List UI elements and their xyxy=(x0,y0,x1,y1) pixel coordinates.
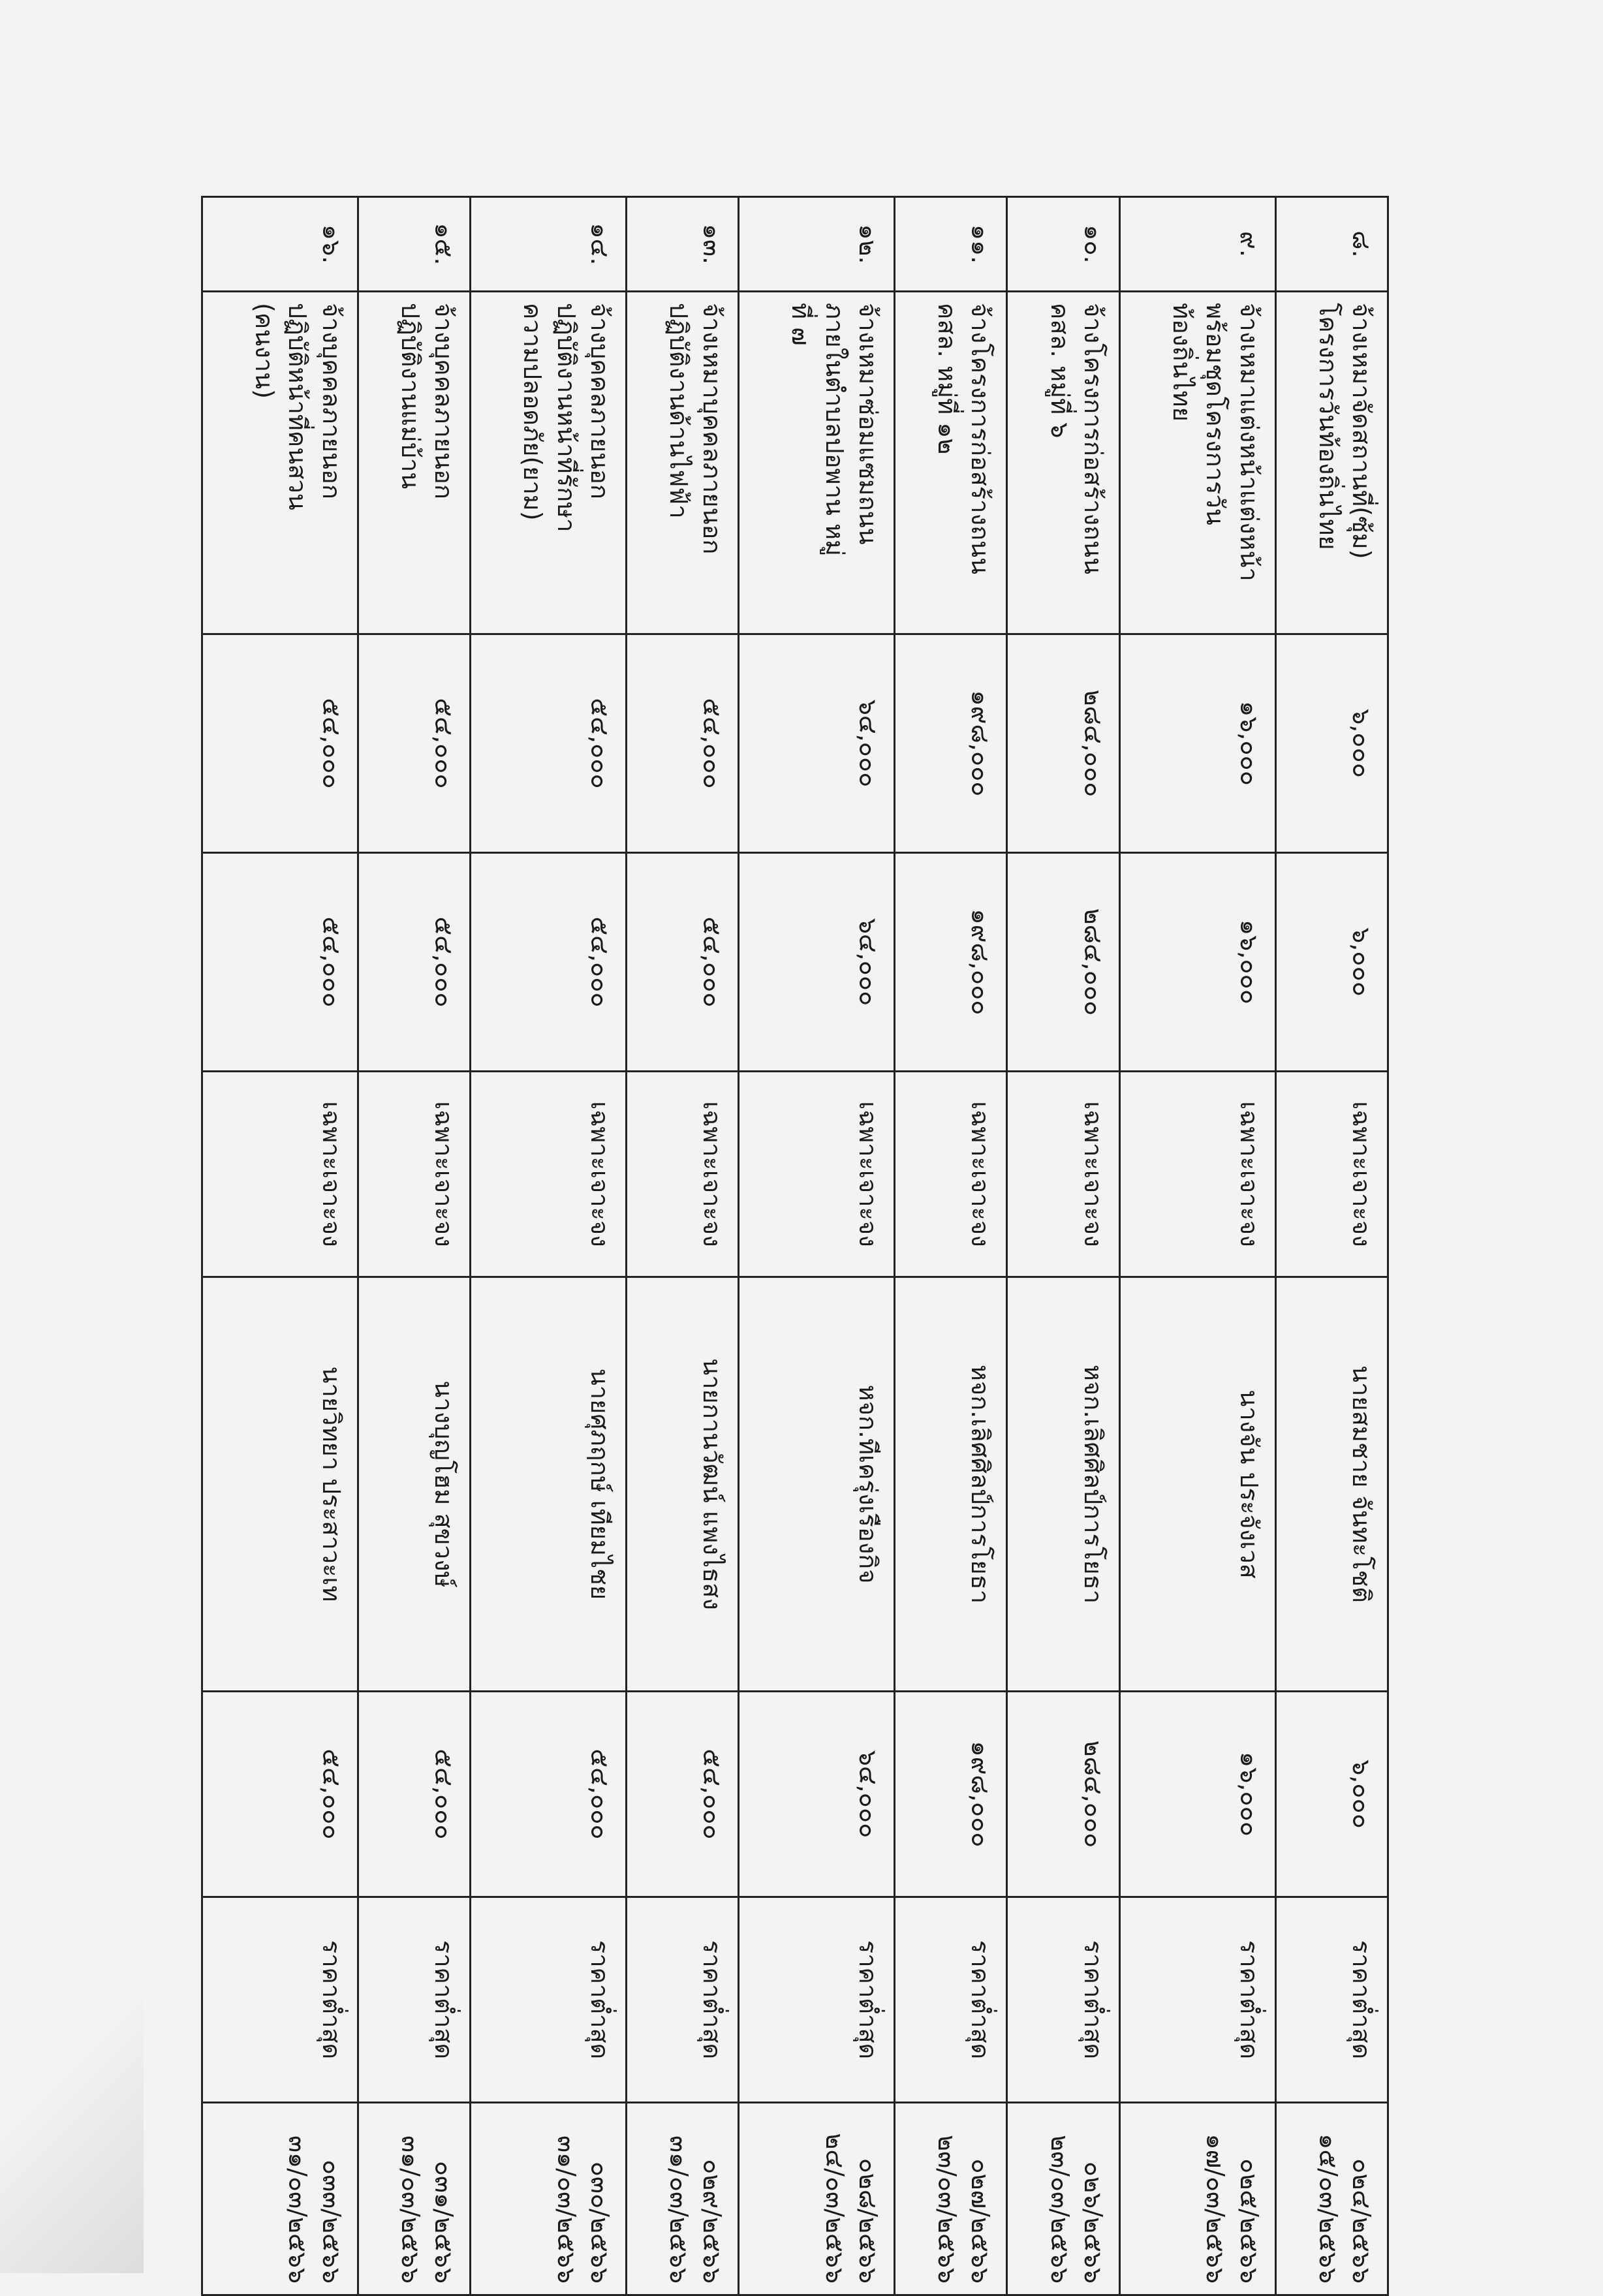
table-row xyxy=(1007,197,1119,2295)
median-price: ๕๔,๐๐๐ xyxy=(317,916,346,1008)
contract-cell xyxy=(1007,2103,1119,2295)
contract-number: ๐๒๗/๒๕๖๖ xyxy=(966,2158,995,2284)
median-price: ๖๔,๐๐๐ xyxy=(853,918,882,1006)
awarded-price-cell xyxy=(1119,1692,1275,1897)
budget-amount: ๕๔,๐๐๐ xyxy=(585,698,614,789)
budget-cell xyxy=(1119,634,1275,853)
row-number: ๑๔. xyxy=(585,223,614,266)
vendor-cell xyxy=(202,1277,358,1692)
vendor-cell xyxy=(1007,1277,1119,1692)
awarded-price-cell xyxy=(1275,1692,1388,1897)
selection-reason: ราคาต่ำสุด xyxy=(585,1940,614,2060)
awarded-price: ๒๘๔,๐๐๐ xyxy=(1078,1740,1108,1848)
awarded-price-cell xyxy=(739,1692,895,1897)
row-number-cell xyxy=(471,197,627,292)
table-row xyxy=(471,197,627,2295)
selection-reason-cell xyxy=(1275,1897,1388,2103)
median-price: ๑๖,๐๐๐ xyxy=(1234,920,1264,1004)
row-number: ๑๑. xyxy=(966,224,995,264)
contract-number: ๐๓๑/๒๕๖๖ xyxy=(429,2160,459,2284)
vendor-name: นายกานวัฒน์ แพงไธสง xyxy=(698,1358,727,1610)
median-price-cell xyxy=(739,853,895,1072)
row-number-cell xyxy=(1007,197,1119,292)
item-description-line: ปฏิบัติงานด้านไฟฟ้า xyxy=(664,303,693,519)
row-number-cell xyxy=(1275,197,1388,292)
vendor-cell xyxy=(626,1277,738,1692)
item-description-cell xyxy=(1007,292,1119,634)
table-row xyxy=(1119,197,1275,2295)
median-price-cell xyxy=(626,853,738,1072)
procurement-method: เฉพาะเจาะจง xyxy=(585,1101,614,1247)
contract-date: ๒๔/๐๓/๒๕๖๖ xyxy=(820,2133,849,2284)
selection-reason: ราคาต่ำสุด xyxy=(853,1940,882,2060)
vendor-name: นายศุภฤกษ์ เทียมไชย xyxy=(585,1368,614,1600)
awarded-price: ๖,๐๐๐ xyxy=(1347,1760,1376,1829)
median-price: ๒๘๔,๐๐๐ xyxy=(1078,908,1108,1016)
item-description-line: จ้างเหมาบุคคลภายนอก xyxy=(698,303,727,555)
row-number: ๙. xyxy=(1234,231,1264,257)
contract-cell xyxy=(202,2103,358,2295)
contract-number: ๐๓๓/๒๕๖๖ xyxy=(317,2160,346,2284)
budget-amount: ๑๙๘,๐๐๐ xyxy=(966,690,995,797)
median-price: ๖,๐๐๐ xyxy=(1347,927,1376,997)
vendor-name: หจก.เลิศศิลป์การโยธา xyxy=(966,1364,995,1604)
vendor-name: นายวิทยา ประสาวะเท xyxy=(317,1366,346,1602)
budget-cell xyxy=(471,634,627,853)
budget-cell xyxy=(202,634,358,853)
vendor-name: หจก.เลิศศิลป์การโยธา xyxy=(1078,1364,1108,1604)
selection-reason-cell xyxy=(626,1897,738,2103)
item-description-line: ปฏิบัติงานหน้าที่รักษา xyxy=(552,303,581,533)
row-number: ๑๒. xyxy=(853,224,882,264)
selection-reason-cell xyxy=(358,1897,470,2103)
item-description-cell xyxy=(1119,292,1275,634)
item-description-line: (คนงาน) xyxy=(250,303,279,399)
selection-reason: ราคาต่ำสุด xyxy=(698,1940,727,2060)
vendor-name: นายสมชาย จันทะโชติ xyxy=(1347,1365,1376,1603)
procurement-method: เฉพาะเจาะจง xyxy=(429,1101,459,1247)
table-row xyxy=(202,197,358,2295)
selection-reason-cell xyxy=(894,1897,1006,2103)
vendor-cell xyxy=(471,1277,627,1692)
selection-reason-cell xyxy=(1119,1897,1275,2103)
median-price: ๕๔,๐๐๐ xyxy=(429,916,459,1008)
median-price: ๑๙๘,๐๐๐ xyxy=(966,908,995,1016)
row-number-cell xyxy=(739,197,895,292)
median-price-cell xyxy=(358,853,470,1072)
budget-amount: ๕๔,๐๐๐ xyxy=(698,698,727,789)
median-price-cell xyxy=(202,853,358,1072)
budget-cell xyxy=(894,634,1006,853)
row-number: ๘. xyxy=(1347,230,1376,258)
budget-cell xyxy=(739,634,895,853)
table-row xyxy=(1275,197,1388,2295)
item-description-line: โครงการวันท้องถิ่นไทย xyxy=(1313,303,1343,550)
contract-date: ๓๑/๐๓/๒๕๖๖ xyxy=(664,2135,693,2284)
contract-number: ๐๓๐/๒๕๖๖ xyxy=(585,2161,614,2284)
vendor-cell xyxy=(1119,1277,1275,1692)
item-description-line: จ้างบุคคลภายนอก xyxy=(585,303,614,499)
item-description-cell xyxy=(471,292,627,634)
vendor-cell xyxy=(894,1277,1006,1692)
item-description-line: ความปลอดภัย(ยาม) xyxy=(518,303,548,521)
item-description-cell xyxy=(894,292,1006,634)
vendor-cell xyxy=(358,1277,470,1692)
awarded-price: ๖๔,๐๐๐ xyxy=(853,1750,882,1838)
awarded-price-cell xyxy=(894,1692,1006,1897)
median-price-cell xyxy=(1119,853,1275,1072)
budget-cell xyxy=(358,634,470,853)
vendor-cell xyxy=(739,1277,895,1692)
vendor-name: หจก.ทีเครุ่งเรืองกิจ xyxy=(853,1384,882,1584)
awarded-price-cell xyxy=(358,1692,470,1897)
row-number-cell xyxy=(626,197,738,292)
budget-amount: ๖,๐๐๐ xyxy=(1347,709,1376,778)
row-number: ๑๐. xyxy=(1078,225,1108,264)
median-price-cell xyxy=(1007,853,1119,1072)
budget-amount: ๕๔,๐๐๐ xyxy=(317,698,346,789)
item-description-line: ท้องถิ่นไทย xyxy=(1167,303,1196,422)
selection-reason-cell xyxy=(1007,1897,1119,2103)
awarded-price-cell xyxy=(1007,1692,1119,1897)
vendor-cell xyxy=(1275,1277,1388,1692)
contract-cell xyxy=(626,2103,738,2295)
vendor-name: นางจัน ประจังเวส xyxy=(1234,1389,1264,1579)
contract-number: ๐๒๘/๒๕๖๖ xyxy=(853,2158,882,2284)
contract-cell xyxy=(894,2103,1006,2295)
procurement-method: เฉพาะเจาะจง xyxy=(966,1101,995,1247)
item-description-line: พร้อมชุดโครงการวัน xyxy=(1201,303,1230,525)
awarded-price-cell xyxy=(202,1692,358,1897)
vendor-name: นางบุญโฮม สุขวงษ์ xyxy=(429,1380,459,1588)
awarded-price: ๕๔,๐๐๐ xyxy=(585,1748,614,1840)
contract-date: ๓๑/๐๓/๒๕๖๖ xyxy=(396,2135,425,2284)
awarded-price-cell xyxy=(471,1692,627,1897)
table-row xyxy=(739,197,895,2295)
procurement-method: เฉพาะเจาะจง xyxy=(317,1101,346,1247)
item-description-line: จ้างบุคคลภายนอก xyxy=(429,303,459,499)
selection-reason-cell xyxy=(739,1897,895,2103)
row-number-cell xyxy=(358,197,470,292)
item-description-line: จ้างเหมาจัดสถานที่(ซุ้ม) xyxy=(1347,303,1376,559)
contract-date: ๑๕/๐๓/๒๕๖๖ xyxy=(1313,2133,1343,2284)
method-cell xyxy=(1119,1072,1275,1277)
contract-cell xyxy=(739,2103,895,2295)
method-cell xyxy=(471,1072,627,1277)
selection-reason-cell xyxy=(202,1897,358,2103)
procurement-method: เฉพาะเจาะจง xyxy=(698,1101,727,1247)
median-price-cell xyxy=(894,853,1006,1072)
awarded-price: ๕๔,๐๐๐ xyxy=(429,1748,459,1840)
row-number: ๑๖. xyxy=(317,224,346,264)
awarded-price: ๕๔,๐๐๐ xyxy=(698,1748,727,1840)
item-description-line: คสล. หมู่ที่ ๑๒ xyxy=(933,303,962,455)
contract-number: ๐๒๔/๒๕๖๖ xyxy=(1347,2158,1376,2284)
item-description-cell xyxy=(626,292,738,634)
selection-reason: ราคาต่ำสุด xyxy=(1234,1940,1264,2060)
awarded-price-cell xyxy=(626,1692,738,1897)
item-description-line: จ้างเหมาแต่งหน้าแต่งหน้า xyxy=(1234,303,1264,582)
item-description-line: จ้างโครงการก่อสร้างถนน xyxy=(966,303,995,574)
method-cell xyxy=(894,1072,1006,1277)
contract-date: ๒๓/๐๓/๒๕๖๖ xyxy=(1045,2135,1074,2284)
selection-reason-cell xyxy=(471,1897,627,2103)
procurement-method: เฉพาะเจาะจง xyxy=(853,1101,882,1247)
row-number: ๑๓. xyxy=(698,223,727,265)
budget-amount: ๒๘๔,๐๐๐ xyxy=(1078,689,1108,798)
table-row xyxy=(894,197,1006,2295)
item-description-line: จ้างบุคคลภายนอก xyxy=(317,303,346,499)
budget-amount: ๖๔,๐๐๐ xyxy=(853,699,882,788)
contract-cell xyxy=(1275,2103,1388,2295)
contract-date: ๓๑/๐๓/๒๕๖๖ xyxy=(552,2135,581,2284)
median-price-cell xyxy=(471,853,627,1072)
median-price: ๕๔,๐๐๐ xyxy=(585,916,614,1008)
method-cell xyxy=(626,1072,738,1277)
scan-shadow xyxy=(0,1925,144,2273)
rotated-page-content xyxy=(201,196,1389,2284)
method-cell xyxy=(358,1072,470,1277)
contract-number: ๐๒๕/๒๕๖๖ xyxy=(1234,2158,1264,2284)
median-price-cell xyxy=(1275,853,1388,1072)
item-description-line: ที่ ๗ xyxy=(786,303,816,346)
item-description-line: คสล. หมู่ที่ ๖ xyxy=(1045,303,1074,439)
row-number-cell xyxy=(894,197,1006,292)
procurement-method: เฉพาะเจาะจง xyxy=(1234,1101,1264,1247)
awarded-price: ๑๙๘,๐๐๐ xyxy=(966,1741,995,1848)
budget-cell xyxy=(1275,634,1388,853)
selection-reason: ราคาต่ำสุด xyxy=(429,1940,459,2060)
item-description-line: ปฏิบัติงานแม่บ้าน xyxy=(396,303,425,489)
awarded-price: ๕๔,๐๐๐ xyxy=(317,1748,346,1840)
row-number: ๑๕. xyxy=(429,223,459,266)
contract-date: ๓๑/๐๓/๒๕๖๖ xyxy=(283,2135,313,2284)
procurement-table xyxy=(201,196,1389,2296)
item-description-cell xyxy=(358,292,470,634)
selection-reason: ราคาต่ำสุด xyxy=(966,1940,995,2060)
contract-date: ๑๗/๐๓/๒๕๖๖ xyxy=(1201,2133,1230,2284)
table-row xyxy=(358,197,470,2295)
selection-reason: ราคาต่ำสุด xyxy=(1078,1940,1108,2060)
item-description-line: ภายในตำบลปอพาน หมู่ xyxy=(820,303,849,557)
budget-amount: ๕๔,๐๐๐ xyxy=(429,698,459,789)
budget-cell xyxy=(1007,634,1119,853)
budget-amount: ๑๖,๐๐๐ xyxy=(1234,701,1264,786)
contract-number: ๐๒๙/๒๕๖๖ xyxy=(698,2159,727,2284)
selection-reason: ราคาต่ำสุด xyxy=(1347,1940,1376,2060)
method-cell xyxy=(1007,1072,1119,1277)
item-description-cell xyxy=(1275,292,1388,634)
item-description-cell xyxy=(739,292,895,634)
contract-date: ๒๓/๐๓/๒๕๖๖ xyxy=(933,2135,962,2284)
method-cell xyxy=(202,1072,358,1277)
median-price: ๕๔,๐๐๐ xyxy=(698,916,727,1008)
contract-cell xyxy=(471,2103,627,2295)
item-description-cell xyxy=(202,292,358,634)
awarded-price: ๑๖,๐๐๐ xyxy=(1234,1752,1264,1837)
procurement-method: เฉพาะเจาะจง xyxy=(1078,1101,1108,1247)
contract-cell xyxy=(358,2103,470,2295)
item-description-line: จ้างเหมาซ่อมแซมถนน xyxy=(853,303,882,545)
table-row xyxy=(626,197,738,2295)
method-cell xyxy=(739,1072,895,1277)
procurement-method: เฉพาะเจาะจง xyxy=(1347,1101,1376,1247)
method-cell xyxy=(1275,1072,1388,1277)
procurement-table-body xyxy=(202,197,1388,2295)
row-number-cell xyxy=(1119,197,1275,292)
contract-number: ๐๒๖/๒๕๖๖ xyxy=(1078,2161,1108,2284)
budget-cell xyxy=(626,634,738,853)
item-description-line: จ้างโครงการก่อสร้างถนน xyxy=(1078,303,1108,574)
row-number-cell xyxy=(202,197,358,292)
selection-reason: ราคาต่ำสุด xyxy=(317,1940,346,2060)
item-description-line: ปฏิบัติหน้าที่คนสวน xyxy=(283,303,313,510)
contract-cell xyxy=(1119,2103,1275,2295)
